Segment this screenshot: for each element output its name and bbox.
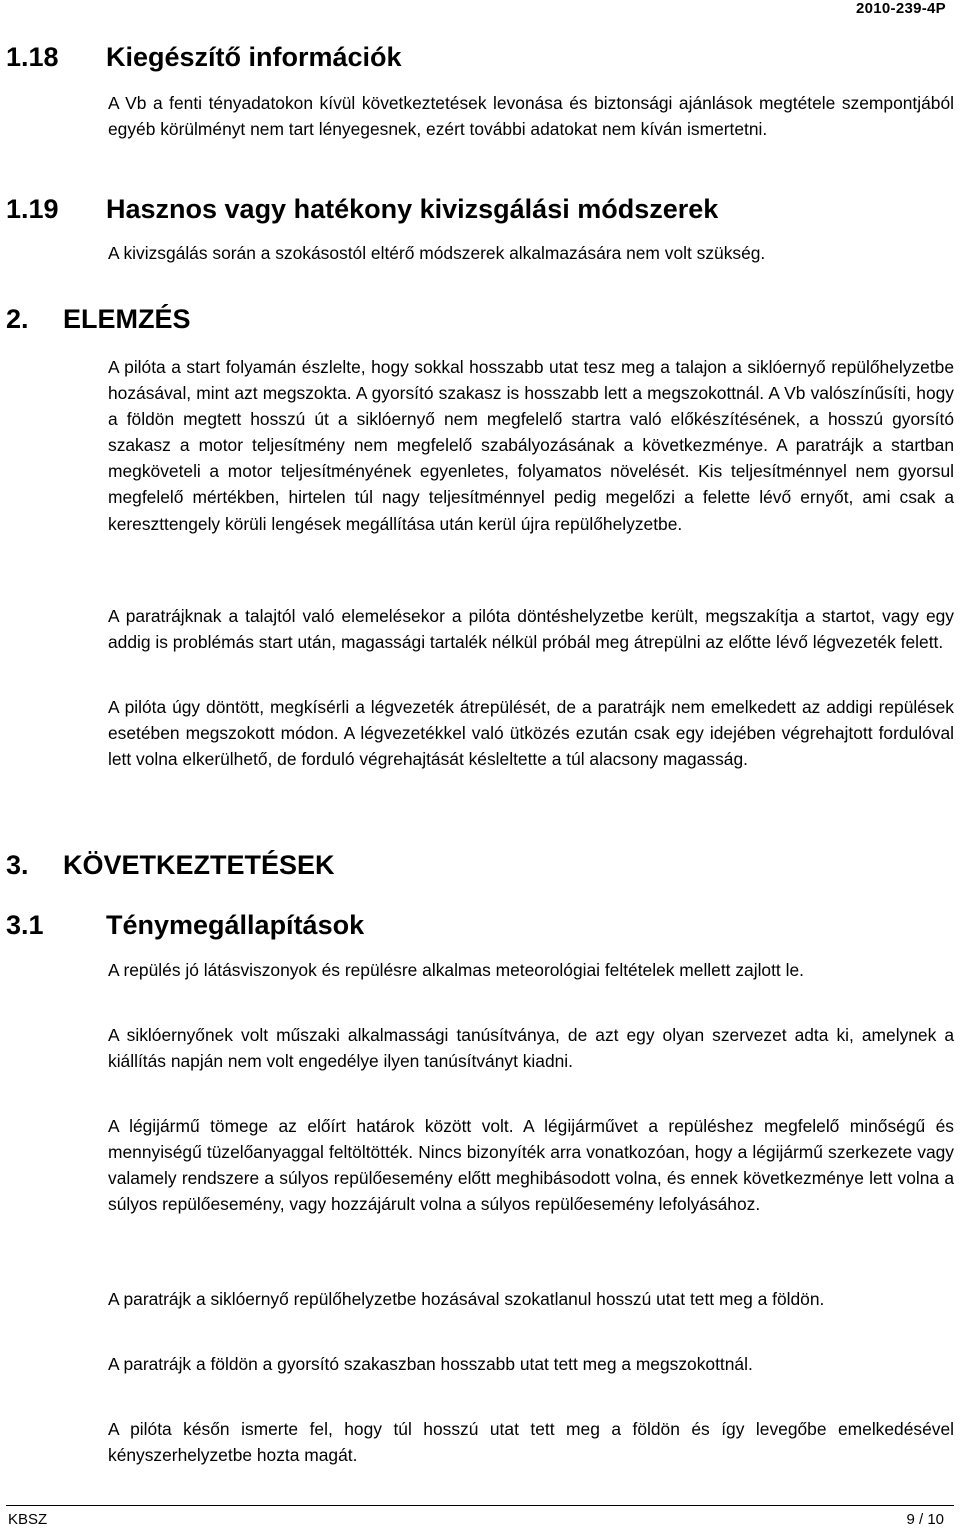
heading-2 bbox=[6, 304, 191, 335]
heading-title: KÖVETKEZTETÉSEK bbox=[63, 850, 335, 880]
heading-number: 1.19 bbox=[6, 194, 59, 224]
footer-page-number: 9 / 10 bbox=[906, 1511, 944, 1528]
heading-1-19 bbox=[6, 194, 718, 225]
heading-3 bbox=[6, 850, 335, 881]
paragraph: A siklóernyőnek volt műszaki alkalmassági tanúsítványa, de azt egy olyan szervezet adta ki, amelynek a kiállítás napján nem volt engedélye ilyen tanúsítványt kiadni. bbox=[108, 1025, 954, 1072]
heading-title: ELEMZÉS bbox=[63, 304, 191, 334]
paragraph: A kivizsgálás során a szokásostól eltérő módszerek alkalmazására nem volt szükség. bbox=[108, 243, 766, 263]
heading-number: 3. bbox=[6, 850, 29, 880]
paragraph: A pilóta a start folyamán észlelte, hogy sokkal hosszabb utat tesz meg a talajon a siklóernyő repülőhelyzetbe hozásával, mint azt megszokta. A gyorsító szakasz is hosszabb lett a megszokottnál. A Vb valószínűsíti, hogy a földön megtett hosszú út a siklóernyő nem megfelelő startra való előkészítésének, a hosszú gyorsító szakasz a motor teljesítmény nem megfelelő szabályozásának a következménye. A paratrájk a startban megköveteli a motor teljesítményének egyenletes, folyamatos növelését. Kis teljesítménnyel nem gyorsul megfelelő mértékben, hirtelen túl nagy teljesítménnyel pedig megelőzi a felette lévő ernyőt, ami csak a kereszttengely körüli lengések megállítása után kerül újra repülőhelyzetbe. bbox=[108, 357, 954, 534]
paragraph: A pilóta későn ismerte fel, hogy túl hosszú utat tett meg a földön és így levegőbe emelkedésével kényszerhelyzetbe hozta magát. bbox=[108, 1419, 954, 1466]
document-id: 2010-239-4P bbox=[855, 0, 946, 17]
paragraph: A pilóta úgy döntött, megkísérli a légvezeték átrepülését, de a paratrájk nem emelkedett az addigi repülések esetében megszokott módon. A légvezetékkel való ütközés ezután csak egy idejében végrehajtott fordulóval lett volna elkerülhető, de forduló végrehajtását késleltette a túl alacsony magasság. bbox=[108, 697, 954, 770]
heading-number: 1.18 bbox=[6, 42, 59, 72]
paragraph: A repülés jó látásviszonyok és repülésre alkalmas meteorológiai feltételek mellett zajlott le. bbox=[108, 960, 804, 980]
paragraph: A paratrájk a földön a gyorsító szakaszban hosszabb utat tett meg a megszokottnál. bbox=[108, 1354, 753, 1374]
paragraph: A Vb a fenti tényadatokon kívül következtetések levonása és biztonsági ajánlások megtétele szempontjából egyéb körülményt nem tart lényegesnek, ezért további adatokat nem kíván ismertetni. bbox=[108, 93, 954, 140]
paragraph: A paratrájk a siklóernyő repülőhelyzetbe hozásával szokatlanul hosszú utat tett meg a földön. bbox=[108, 1289, 825, 1309]
paragraph: A paratrájknak a talajtól való elemelésekor a pilóta döntéshelyzetbe került, megszakítja a startot, vagy egy addig is problémás start után, magassági tartalék nélkül próbál meg átrepülni az előtte lévő légvezeték felett. bbox=[108, 606, 954, 653]
footer-organization: KBSZ bbox=[8, 1511, 48, 1528]
footer-divider bbox=[6, 1505, 954, 1506]
heading-3-1 bbox=[6, 910, 364, 941]
heading-title: Kiegészítő információk bbox=[106, 42, 402, 72]
heading-1-18 bbox=[6, 42, 402, 73]
heading-title: Hasznos vagy hatékony kivizsgálási módszerek bbox=[106, 194, 719, 224]
heading-number: 2. bbox=[6, 304, 29, 334]
paragraph: A légijármű tömege az előírt határok között volt. A légijárművet a repüléshez megfelelő minőségű és mennyiségű tüzelőanyaggal feltöltötték. Nincs bizonyíték arra vonatkozóan, hogy a légijármű szerkezete vagy valamely rendszere a súlyos repülőesemény előtt meghibásodott volna, és ennek következménye lett volna a súlyos repülőesemény, vagy hozzájárult volna a súlyos repülőesemény lefolyásához. bbox=[108, 1116, 954, 1215]
heading-title: Ténymegállapítások bbox=[106, 910, 365, 940]
heading-number: 3.1 bbox=[6, 910, 44, 940]
